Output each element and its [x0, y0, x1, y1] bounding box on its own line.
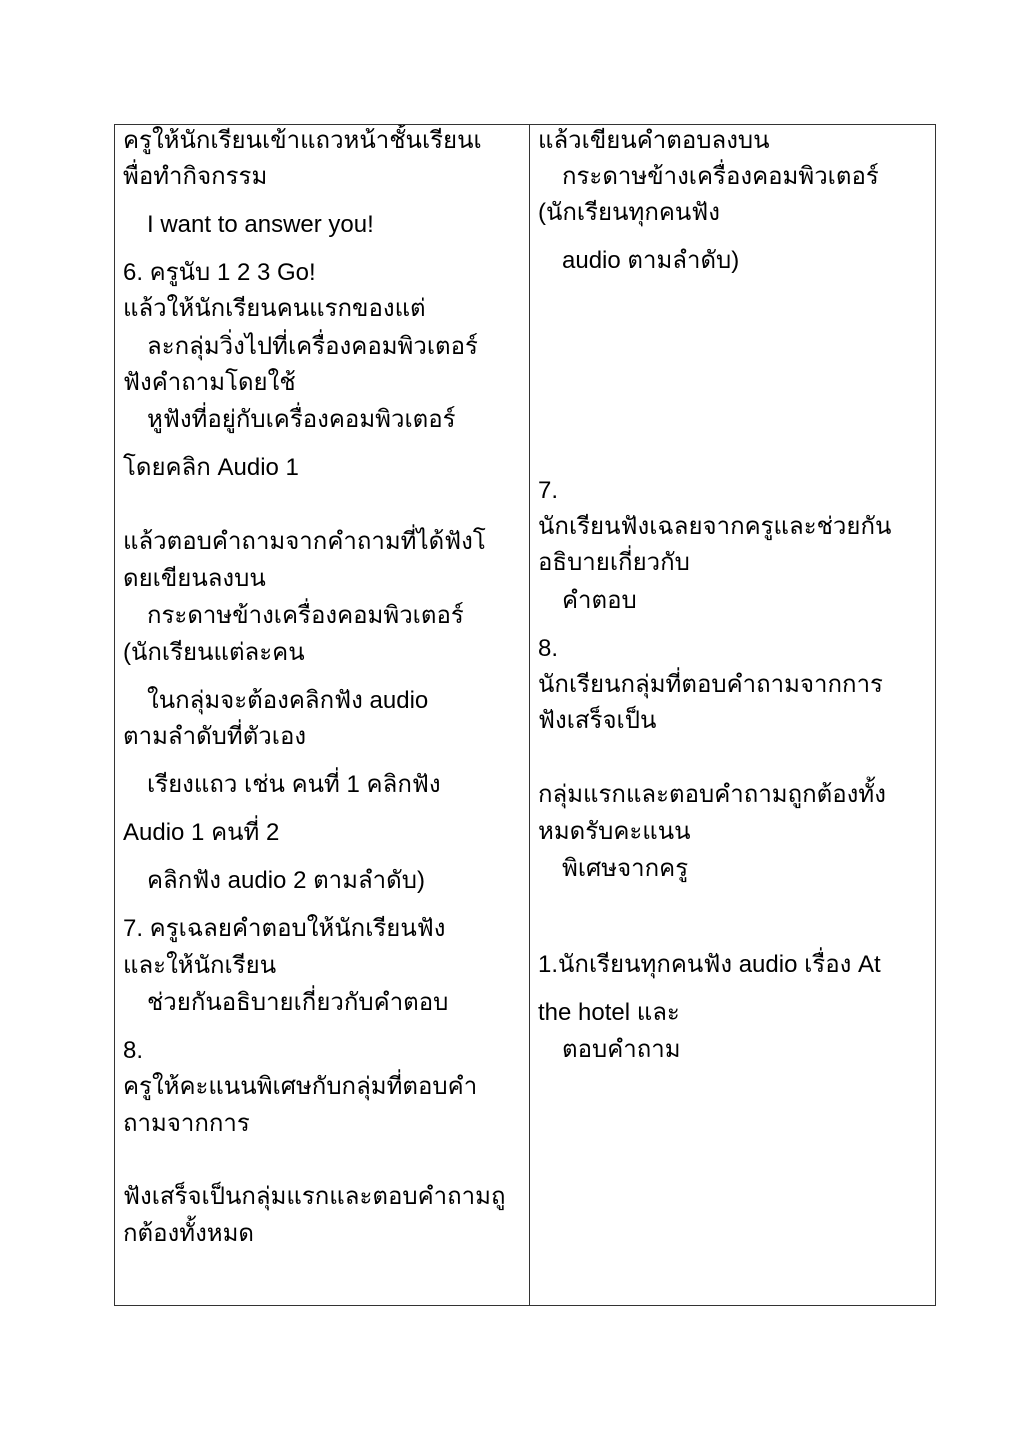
lesson-table — [114, 124, 936, 1306]
text-line: (นักเรียนแต่ละคน — [123, 639, 305, 666]
text-line: ตามลำดับที่ตัวเอง — [123, 723, 307, 750]
teacher-activity-column — [115, 125, 530, 1305]
text-line: โดยคลิก Audio 1 — [123, 454, 299, 481]
text-line: 8. — [538, 635, 559, 662]
text-line: ละกลุ่มวิ่งไปที่เครื่องคอมพิวเตอร์ — [147, 333, 478, 360]
text-line: ฟังเสร็จเป็นกลุ่มแรกและตอบคำถามถู — [123, 1183, 506, 1210]
text-line: อธิบายเกี่ยวกับ — [538, 549, 690, 576]
text-line: 6. ครูนับ 1 2 3 Go! — [123, 259, 316, 286]
text-line: 7. — [538, 477, 559, 504]
text-line: (นักเรียนทุกคนฟัง — [538, 199, 721, 226]
text-line: แล้วให้นักเรียนคนแรกของแต่ — [123, 295, 426, 322]
text-line: ฟังเสร็จเป็น — [538, 707, 657, 734]
text-line: พื่อทำกิจกรรม — [123, 163, 268, 190]
text-line: ถามจากการ — [123, 1110, 250, 1137]
text-line: I want to answer you! — [147, 211, 374, 238]
student-activity-column — [530, 125, 935, 1305]
text-line: the hotel และ — [538, 999, 680, 1026]
text-line: กระดาษข้างเครื่องคอมพิวเตอร์ — [147, 602, 464, 629]
text-line: แล้วตอบคำถามจากคำถามที่ได้ฟังโ — [123, 528, 486, 555]
text-line: และให้นักเรียน — [123, 952, 277, 979]
text-line: พิเศษจากครู — [562, 855, 689, 882]
text-line: กระดาษข้างเครื่องคอมพิวเตอร์ — [562, 163, 879, 190]
text-line: ฟังคำถามโดยใช้ — [123, 369, 296, 396]
text-line: นักเรียนฟังเฉลยจากครูและช่วยกัน — [538, 513, 892, 540]
text-line: audio ตามลำดับ) — [562, 247, 740, 274]
text-line: ดยเขียนลงบน — [123, 565, 266, 592]
text-line: หมดรับคะแนน — [538, 818, 691, 845]
text-line: แล้วเขียนคำตอบลงบน — [538, 127, 770, 154]
text-line: ช่วยกันอธิบายเกี่ยวกับคำตอบ — [147, 989, 449, 1016]
text-line: ครูให้นักเรียนเข้าแถวหน้าชั้นเรียนเ — [123, 127, 482, 154]
text-line: ในกลุ่มจะต้องคลิกฟัง audio — [147, 687, 429, 714]
text-line: คำตอบ — [562, 587, 637, 614]
text-line: หูฟังที่อยู่กับเครื่องคอมพิวเตอร์ — [147, 406, 456, 433]
text-line: กต้องทั้งหมด — [123, 1220, 255, 1247]
text-line: เรียงแถว เช่น คนที่ 1 คลิกฟัง — [147, 771, 441, 798]
text-line: Audio 1 คนที่ 2 — [123, 819, 280, 846]
text-line: นักเรียนกลุ่มที่ตอบคำถามจากการ — [538, 671, 883, 698]
text-line: กลุ่มแรกและตอบคำถามถูกต้องทั้ง — [538, 781, 886, 808]
text-line: ตอบคำถาม — [562, 1036, 681, 1063]
text-line: 7. ครูเฉลยคำตอบให้นักเรียนฟัง — [123, 915, 446, 942]
text-line: คลิกฟัง audio 2 ตามลำดับ) — [147, 867, 425, 894]
text-line: 1.นักเรียนทุกคนฟัง audio เรื่อง At — [538, 951, 881, 978]
text-line: 8. — [123, 1037, 144, 1064]
text-line: ครูให้คะแนนพิเศษกับกลุ่มที่ตอบคำ — [123, 1073, 478, 1100]
